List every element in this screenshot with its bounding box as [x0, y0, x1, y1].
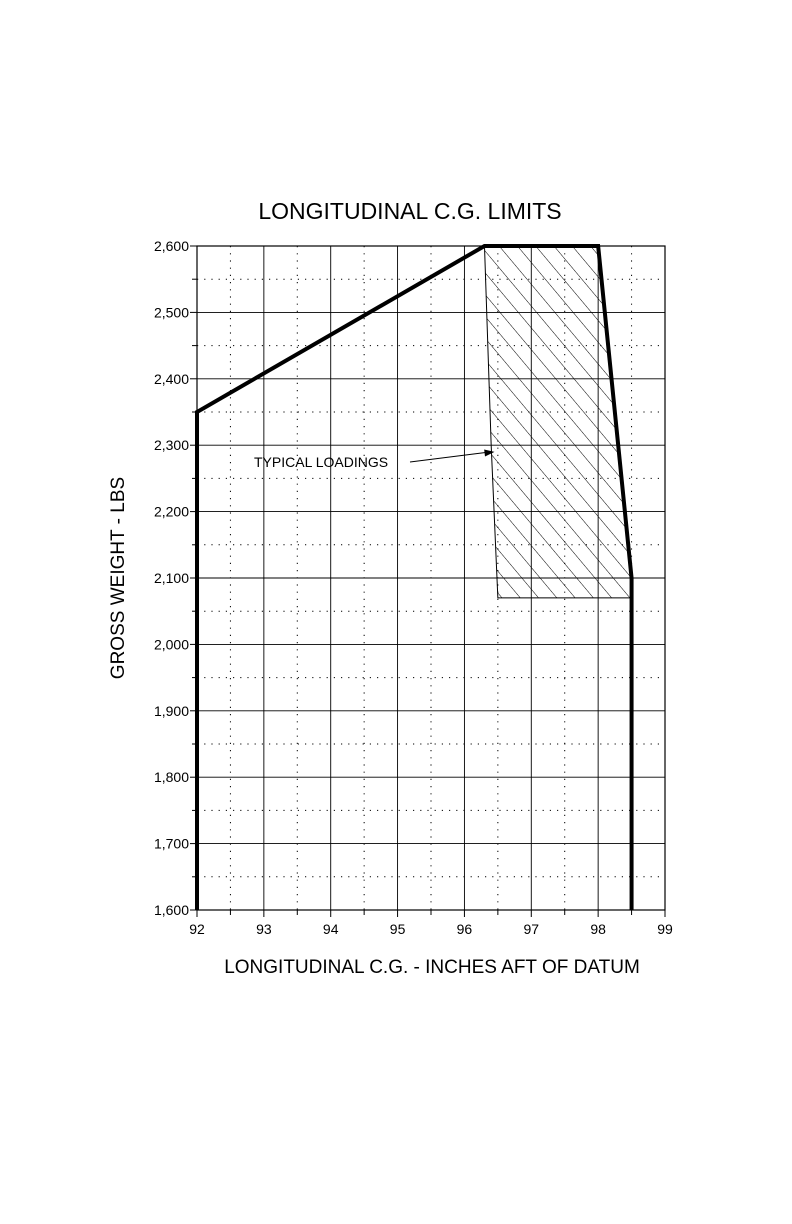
y-tick-label: 2,300	[153, 437, 189, 454]
y-tick-label: 1,700	[153, 835, 189, 852]
x-tick-label: 93	[256, 921, 272, 937]
x-tick-labels	[189, 921, 673, 937]
chart-title: LONGITUDINAL C.G. LIMITS	[258, 198, 562, 224]
y-tick-label: 2,600	[153, 238, 189, 254]
y-tick-label: 2,100	[153, 570, 189, 586]
y-tick-label: 2,400	[153, 370, 189, 387]
y-tick-label: 2,200	[153, 503, 189, 520]
typical-loadings-label: TYPICAL LOADINGS	[254, 454, 389, 470]
x-tick-label: 92	[189, 921, 205, 937]
x-tick-label: 97	[523, 921, 540, 937]
x-tick-label: 95	[389, 921, 406, 937]
y-axis-title: GROSS WEIGHT - LBS	[108, 476, 129, 680]
y-tick-label: 2,000	[153, 636, 189, 653]
y-tick-label: 1,800	[153, 769, 189, 786]
x-axis-title: LONGITUDINAL C.G. - INCHES AFT OF DATUM	[224, 957, 640, 978]
y-tick-label: 1,900	[153, 702, 189, 719]
typical-loadings-arrow	[410, 452, 487, 462]
y-tick-labels	[154, 238, 189, 918]
typical-loadings-region	[484, 246, 631, 598]
x-tick-label: 99	[657, 921, 673, 937]
x-tick-label: 96	[456, 921, 473, 937]
y-tick-label: 2,500	[153, 304, 189, 321]
x-tick-label: 98	[590, 921, 606, 937]
y-tick-label: 1,600	[153, 902, 189, 918]
x-tick-label: 94	[322, 921, 339, 937]
